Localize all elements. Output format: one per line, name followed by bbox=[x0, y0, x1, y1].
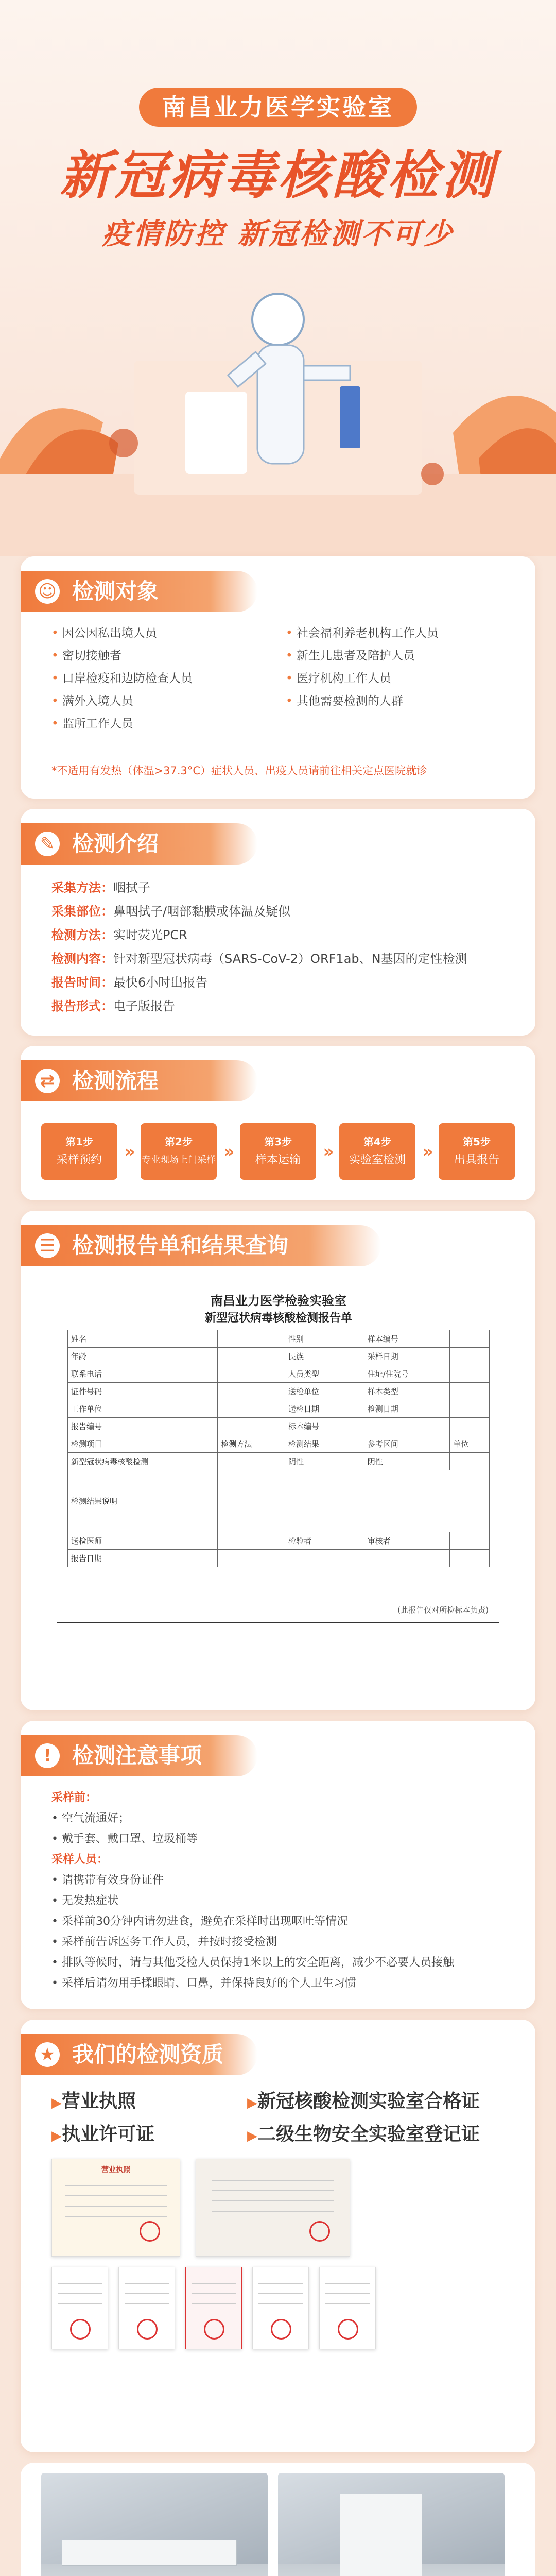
report-row bbox=[68, 1532, 490, 1550]
report-cell bbox=[450, 1532, 490, 1550]
report-row bbox=[68, 1330, 490, 1348]
target-item: • 新生儿患者及陪护人员 bbox=[286, 646, 505, 666]
report-cell: 检测日期 bbox=[364, 1400, 449, 1418]
report-cell bbox=[450, 1453, 490, 1470]
report-cell bbox=[450, 1400, 490, 1418]
certificate-gallery bbox=[51, 2159, 505, 2354]
flow-steps bbox=[41, 1123, 515, 1180]
report-cell: 新型冠状病毒核酸检测 bbox=[68, 1453, 218, 1470]
target-item: • 社会福利养老机构工作人员 bbox=[286, 623, 505, 643]
hero-illustration bbox=[0, 289, 556, 556]
target-item: • 满外入境人员 bbox=[51, 691, 270, 711]
section-notice bbox=[21, 1721, 535, 2009]
section-flow bbox=[21, 1046, 535, 1200]
section-heading: ★ 我们的检测资质 bbox=[21, 2034, 257, 2075]
section-report bbox=[21, 1211, 535, 1710]
report-cell: 检测结果说明 bbox=[68, 1470, 218, 1532]
notice-item: • 采样前30分钟内请勿进食，避免在采样时出现呕吐等情况 bbox=[51, 1915, 348, 1928]
report-footer: (此报告仅对所检标本负责) bbox=[397, 1605, 489, 1615]
qualification-item: ▶ 二级生物安全实验室登记证 bbox=[247, 2120, 480, 2146]
lab-name-badge: 南昌业力医学实验室 bbox=[139, 88, 417, 127]
report-cell: 送检日期 bbox=[285, 1400, 352, 1418]
notice-subheading: 采样人员： bbox=[51, 1853, 109, 1866]
hero-subtitle: 疫情防控 新冠检测不可少 bbox=[102, 217, 454, 251]
report-cell bbox=[352, 1550, 364, 1567]
report-cell: 阴性 bbox=[364, 1453, 449, 1470]
flow-step: 第1步 采样预约 bbox=[41, 1123, 117, 1180]
report-cell bbox=[218, 1453, 285, 1470]
flow-icon: ⇄ bbox=[35, 1069, 60, 1093]
report-row bbox=[68, 1453, 490, 1470]
report-row bbox=[68, 1348, 490, 1365]
report-cell bbox=[352, 1453, 364, 1470]
report-row bbox=[68, 1400, 490, 1418]
report-cell bbox=[218, 1383, 285, 1400]
intro-row: 报告时间：最快6小时出报告 bbox=[51, 975, 208, 990]
report-cell: 住址/住院号 bbox=[364, 1365, 449, 1383]
report-cell: 样本类型 bbox=[364, 1383, 449, 1400]
report-cell bbox=[218, 1400, 285, 1418]
qualification-item: ▶ 新冠核酸检测实验室合格证 bbox=[247, 2087, 480, 2113]
intro-row: 检测方法：实时荧光PCR bbox=[51, 928, 187, 942]
lab-photo bbox=[278, 2473, 505, 2576]
report-cell: 参考区间 bbox=[364, 1435, 449, 1453]
certificate-image bbox=[252, 2267, 309, 2349]
report-cell bbox=[352, 1383, 364, 1400]
report-cell: 人员类型 bbox=[285, 1365, 352, 1383]
section-qualification bbox=[21, 2020, 535, 2452]
document-icon: ✎ bbox=[35, 832, 60, 856]
notice-item: • 采样后请勿用手揉眼睛、口鼻，并保持良好的个人卫生习惯 bbox=[51, 1977, 356, 1990]
report-cell: 联系电话 bbox=[68, 1365, 218, 1383]
report-cell: 送检医师 bbox=[68, 1532, 218, 1550]
intro-row: 检测内容：针对新型冠状病毒（SARS-CoV-2）ORF1ab、N基因的定性检测 bbox=[51, 952, 467, 966]
arrow-icon: » bbox=[323, 1142, 334, 1161]
report-row bbox=[68, 1470, 490, 1532]
report-subtitle: 新型冠状病毒核酸检测报告单 bbox=[204, 1312, 352, 1325]
report-cell bbox=[352, 1435, 364, 1453]
flow-step: 第4步 实验室检测 bbox=[339, 1123, 415, 1180]
people-icon: ☺ bbox=[35, 579, 60, 604]
report-cell: 检测项目 bbox=[68, 1435, 218, 1453]
flow-step: 第2步 专业现场上门采样 bbox=[141, 1123, 217, 1180]
report-cell: 姓名 bbox=[68, 1330, 218, 1348]
target-item: • 密切接触者 bbox=[51, 646, 270, 666]
report-row bbox=[68, 1550, 490, 1567]
certificate-image bbox=[185, 2267, 242, 2349]
section-heading: ☰ 检测报告单和结果查询 bbox=[21, 1225, 381, 1266]
notice-item: • 空气流通好； bbox=[51, 1812, 130, 1825]
target-item: • 口岸检疫和边防检查人员 bbox=[51, 669, 270, 688]
qualification-item: ▶ 营业执照 bbox=[51, 2087, 136, 2113]
report-cell: 证件号码 bbox=[68, 1383, 218, 1400]
report-cell bbox=[364, 1550, 449, 1567]
notice-item: • 戴手套、戴口罩、垃圾桶等 bbox=[51, 1833, 198, 1845]
section-heading: ⇄ 检测流程 bbox=[21, 1060, 257, 1101]
report-cell bbox=[218, 1532, 285, 1550]
report-cell: 采样日期 bbox=[364, 1348, 449, 1365]
flow-step: 第5步 出具报告 bbox=[439, 1123, 515, 1180]
report-row bbox=[68, 1435, 490, 1453]
report-cell bbox=[450, 1348, 490, 1365]
certificate-image: 营业执照 bbox=[51, 2159, 180, 2257]
report-cell bbox=[352, 1330, 364, 1348]
report-cell bbox=[218, 1330, 285, 1348]
report-cell bbox=[285, 1550, 352, 1567]
arrow-icon: » bbox=[422, 1142, 433, 1161]
report-cell: 检测方法 bbox=[218, 1435, 285, 1453]
section-targets bbox=[21, 556, 535, 799]
section-intro bbox=[21, 809, 535, 1036]
report-cell: 性别 bbox=[285, 1330, 352, 1348]
hero-banner bbox=[0, 0, 556, 556]
notice-subheading: 采样前： bbox=[51, 1791, 97, 1804]
target-item: • 因公因私出境人员 bbox=[51, 623, 270, 643]
report-cell bbox=[218, 1418, 285, 1435]
arrow-icon: » bbox=[124, 1142, 135, 1161]
report-icon: ☰ bbox=[35, 1233, 60, 1258]
report-cell: 检验者 bbox=[285, 1532, 352, 1550]
section-photos bbox=[21, 2463, 535, 2576]
report-row bbox=[68, 1418, 490, 1435]
report-sheet bbox=[57, 1283, 499, 1623]
target-item: • 其他需要检测的人群 bbox=[286, 691, 505, 711]
report-cell bbox=[450, 1418, 490, 1435]
report-cell: 检测结果 bbox=[285, 1435, 352, 1453]
certificate-image bbox=[196, 2159, 350, 2257]
report-cell: 标本编号 bbox=[285, 1418, 352, 1435]
intro-row: 报告形式：电子版报告 bbox=[51, 999, 175, 1013]
notice-item: • 采样前告诉医务工作人员，并按时接受检测 bbox=[51, 1936, 277, 1948]
report-cell bbox=[218, 1470, 490, 1532]
target-note: *不适用有发热（体温>37.3°C）症状人员、出疫人员请前往相关定点医院就诊 bbox=[51, 765, 428, 777]
section-heading: ! 检测注意事项 bbox=[21, 1735, 257, 1776]
report-cell: 审核者 bbox=[364, 1532, 449, 1550]
certificate-image bbox=[51, 2267, 108, 2349]
notice-item: • 请携带有效身份证件 bbox=[51, 1874, 164, 1887]
notice-item: • 排队等候时，请与其他受检人员保持1米以上的安全距离，减少不必要人员接触 bbox=[51, 1956, 454, 1969]
report-cell: 样本编号 bbox=[364, 1330, 449, 1348]
report-cell: 报告日期 bbox=[68, 1550, 218, 1567]
hero-title: 新冠病毒核酸检测 bbox=[60, 145, 496, 206]
report-cell bbox=[218, 1348, 285, 1365]
report-title: 南昌业力医学检验实验室 bbox=[211, 1294, 346, 1308]
report-cell: 单位 bbox=[450, 1435, 490, 1453]
intro-row: 采集部位：鼻咽拭子/咽部黏膜或体温及疑似 bbox=[51, 904, 291, 919]
report-cell: 报告编号 bbox=[68, 1418, 218, 1435]
intro-list bbox=[51, 876, 515, 1018]
target-item: • 监所工作人员 bbox=[51, 714, 270, 734]
section-heading: ✎ 检测介绍 bbox=[21, 823, 257, 865]
report-cell: 民族 bbox=[285, 1348, 352, 1365]
report-cell bbox=[218, 1365, 285, 1383]
report-cell bbox=[352, 1348, 364, 1365]
flow-step: 第3步 样本运输 bbox=[240, 1123, 316, 1180]
report-row bbox=[68, 1383, 490, 1400]
report-cell: 工作单位 bbox=[68, 1400, 218, 1418]
report-cell bbox=[450, 1365, 490, 1383]
report-table bbox=[67, 1330, 490, 1567]
report-cell bbox=[450, 1383, 490, 1400]
intro-row: 采集方法：咽拭子 bbox=[51, 880, 150, 895]
report-cell bbox=[352, 1418, 364, 1435]
target-item: • 医疗机构工作人员 bbox=[286, 669, 505, 688]
target-list bbox=[51, 623, 505, 734]
certificate-image bbox=[118, 2267, 175, 2349]
report-cell: 阴性 bbox=[285, 1453, 352, 1470]
report-cell bbox=[450, 1330, 490, 1348]
report-cell bbox=[450, 1550, 490, 1567]
award-icon: ★ bbox=[35, 2042, 60, 2067]
report-cell bbox=[352, 1400, 364, 1418]
report-cell bbox=[218, 1550, 285, 1567]
notice-list bbox=[51, 1788, 515, 1994]
report-cell: 年龄 bbox=[68, 1348, 218, 1365]
section-heading: ☺ 检测对象 bbox=[21, 571, 257, 612]
report-cell bbox=[364, 1418, 449, 1435]
report-cell: 送检单位 bbox=[285, 1383, 352, 1400]
certificate-image bbox=[319, 2267, 376, 2349]
report-cell bbox=[352, 1532, 364, 1550]
alert-icon: ! bbox=[35, 1743, 60, 1768]
report-row bbox=[68, 1365, 490, 1383]
notice-item: • 无发热症状 bbox=[51, 1894, 118, 1907]
arrow-icon: » bbox=[223, 1142, 235, 1161]
lab-photo bbox=[41, 2473, 268, 2576]
report-cell bbox=[352, 1365, 364, 1383]
qualification-item: ▶ 执业许可证 bbox=[51, 2120, 154, 2146]
